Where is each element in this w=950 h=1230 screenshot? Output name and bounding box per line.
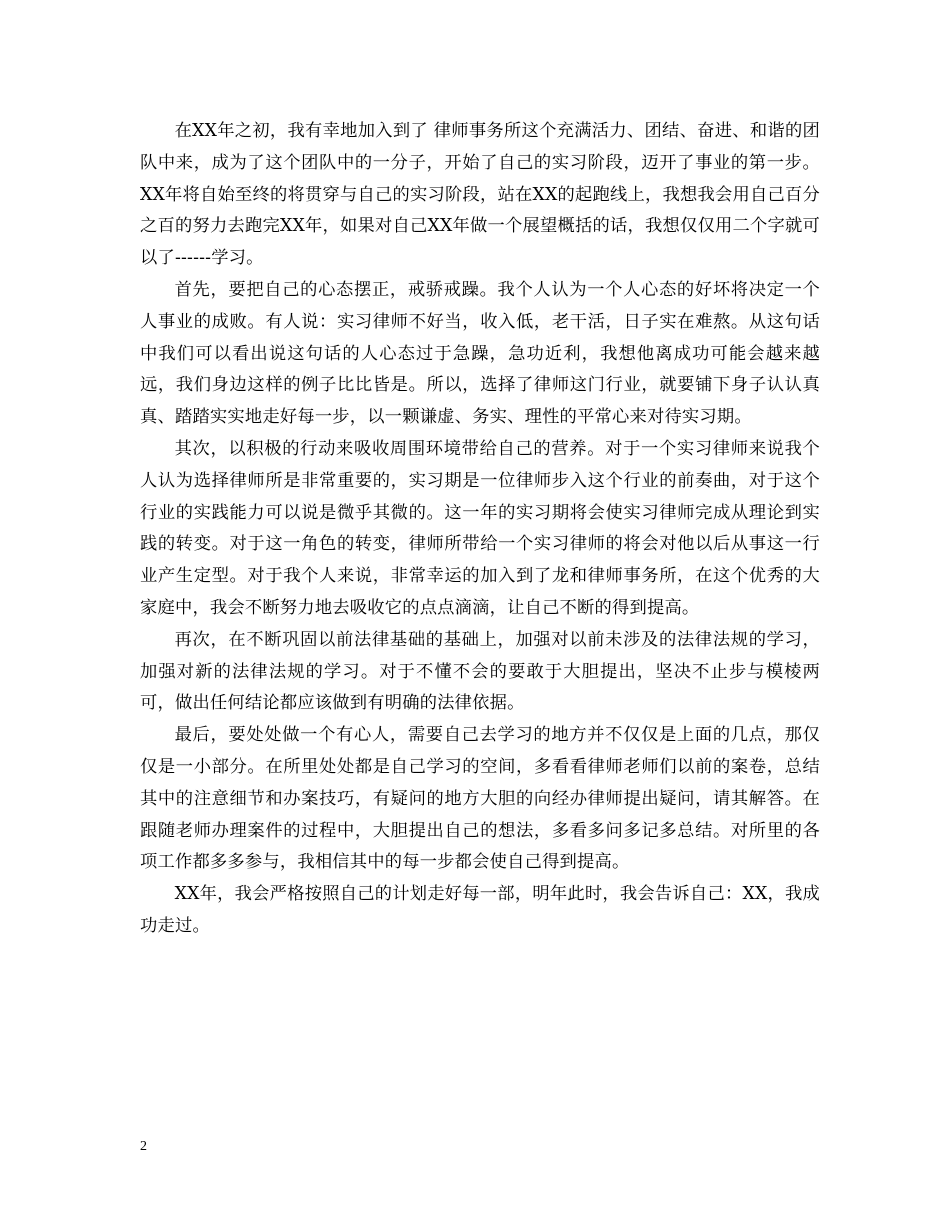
body-text: [140, 116, 820, 943]
page-number: 2: [140, 1139, 147, 1154]
paragraph-closing: XX年，我会严格按照自己的计划走好每一部，明年此时，我会告诉自己：XX，我成功走过。: [140, 884, 820, 936]
paragraph-first: 首先，要把自己的心态摆正，戒骄戒躁。我个人认为一个人心态的好坏将决定一个人事业的成败。有人说：实习律师不好当，收入低，老干活，日子实在难熬。从这句话中我们可以看出说这句话的人心态过于急躁，急功近利，我想他离成功可能会越来越远，我们身边这样的例子比比皆是。所以，选择了律师这门行业，就要铺下身子认认真真、踏踏实实地走好每一步，以一颗谦虚、务实、理性的平常心来对待实习期。: [140, 279, 820, 428]
paragraph-second: 其次，以积极的行动来吸收周围环境带给自己的营养。对于一个实习律师来说我个人认为选择律师所是非常重要的，实习期是一位律师步入这个行业的前奏曲，对于这个行业的实践能力可以说是微乎其微的。这一年的实习期将会使实习律师完成从理论到实践的转变。对于这一角色的转变，律师所带给一个实习律师的将会对他以后从事这一行业产生定型。对于我个人来说，非常幸运的加入到了龙和律师事务所，在这个优秀的大家庭中，我会不断努力地去吸收它的点点滴滴，让自己不断的得到提高。: [140, 438, 820, 618]
paragraph-third: 再次，在不断巩固以前法律基础的基础上，加强对以前未涉及的法律法规的学习，加强对新的法律法规的学习。对于不懂不会的要敢于大胆提出，坚决不止步与模棱两可，做出任何结论都应该做到有明确的法律依据。: [140, 629, 820, 714]
paragraph-last: 最后，要处处做一个有心人，需要自己去学习的地方并不仅仅是上面的几点，那仅仅是一小部分。在所里处处都是自己学习的空间，多看看律师老师们以前的案卷，总结其中的注意细节和办案技巧，有疑问的地方大胆的向经办律师提出疑问，请其解答。在跟随老师办理案件的过程中，大胆提出自己的想法，多看多问多记多总结。对所里的各项工作都多多参与，我相信其中的每一步都会使自己得到提高。: [140, 725, 820, 873]
paragraph-intro: 在XX年之初，我有幸地加入到了 律师事务所这个充满活力、团结、奋进、和谐的团队中来，成为了这个团队中的一分子，开始了自己的实习阶段，迈开了事业的第一步。XX年将自始至终的将贯穿与自己的实习阶段，站在XX的起跑线上，我想我会用自己百分之百的努力去跑完XX年，如果对自己XX年做一个展望概括的话，我想仅仅用二个字就可以了------学习。: [140, 121, 820, 269]
